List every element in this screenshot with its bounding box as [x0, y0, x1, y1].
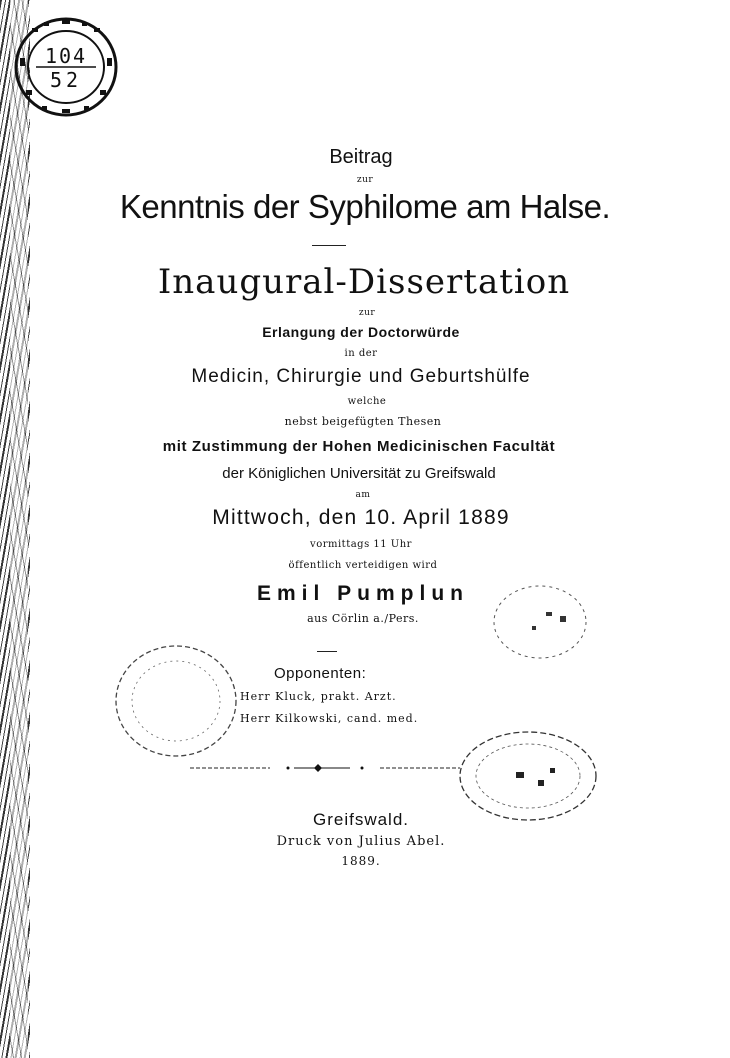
- author-name: Emil Pumplun: [256, 582, 469, 605]
- title-pre: Beitrag: [329, 146, 393, 168]
- university-line: der Königlichen Universität zu Greifswald: [222, 465, 496, 482]
- zur-2: zur: [358, 308, 376, 318]
- origin-divider: [317, 651, 337, 652]
- opponents-heading: Opponenten:: [274, 665, 367, 682]
- title-divider: [312, 245, 346, 246]
- ornament-divider: [190, 762, 460, 774]
- thesis-title: Kenntnis der Syphilome am Halse.: [119, 188, 611, 225]
- imprint-place: Greifswald.: [312, 810, 410, 829]
- fields-line: Medicin, Chirurgie und Geburtshülfe: [191, 366, 531, 387]
- purpose-line: Erlangung der Doctorwürde: [262, 324, 460, 340]
- imprint-printer: Druck von Julius Abel.: [276, 834, 446, 849]
- am-line: am: [355, 490, 371, 500]
- welche-line: welche: [347, 396, 387, 407]
- date-line: Mittwoch, den 10. April 1889: [212, 506, 510, 529]
- in-der-line: in der: [344, 348, 378, 359]
- defend-line: öffentlich verteidigen wird: [288, 560, 438, 571]
- dissertation-heading: Inaugural-Dissertation: [157, 262, 571, 302]
- stamp-shelfmark-top: 104: [44, 44, 88, 68]
- consent-line: mit Zustimmung der Hohen Medicinischen Facultät: [162, 438, 556, 455]
- opponent-2: Herr Kilkowski, cand. med.: [240, 712, 419, 725]
- opponent-1: Herr Kluck, prakt. Arzt.: [240, 690, 397, 703]
- stamp-shelfmark-bottom: 52: [49, 68, 83, 92]
- time-line: vormittags 11 Uhr: [310, 539, 412, 550]
- origin-line: aus Cörlin a./Pers.: [307, 612, 419, 625]
- theses-line: nebst beigefügten Thesen: [284, 415, 442, 428]
- imprint-year: 1889.: [341, 854, 381, 868]
- title-zur: zur: [356, 175, 374, 185]
- faint-stamp-right-top: [490, 582, 590, 662]
- faint-stamp-left: [112, 642, 240, 760]
